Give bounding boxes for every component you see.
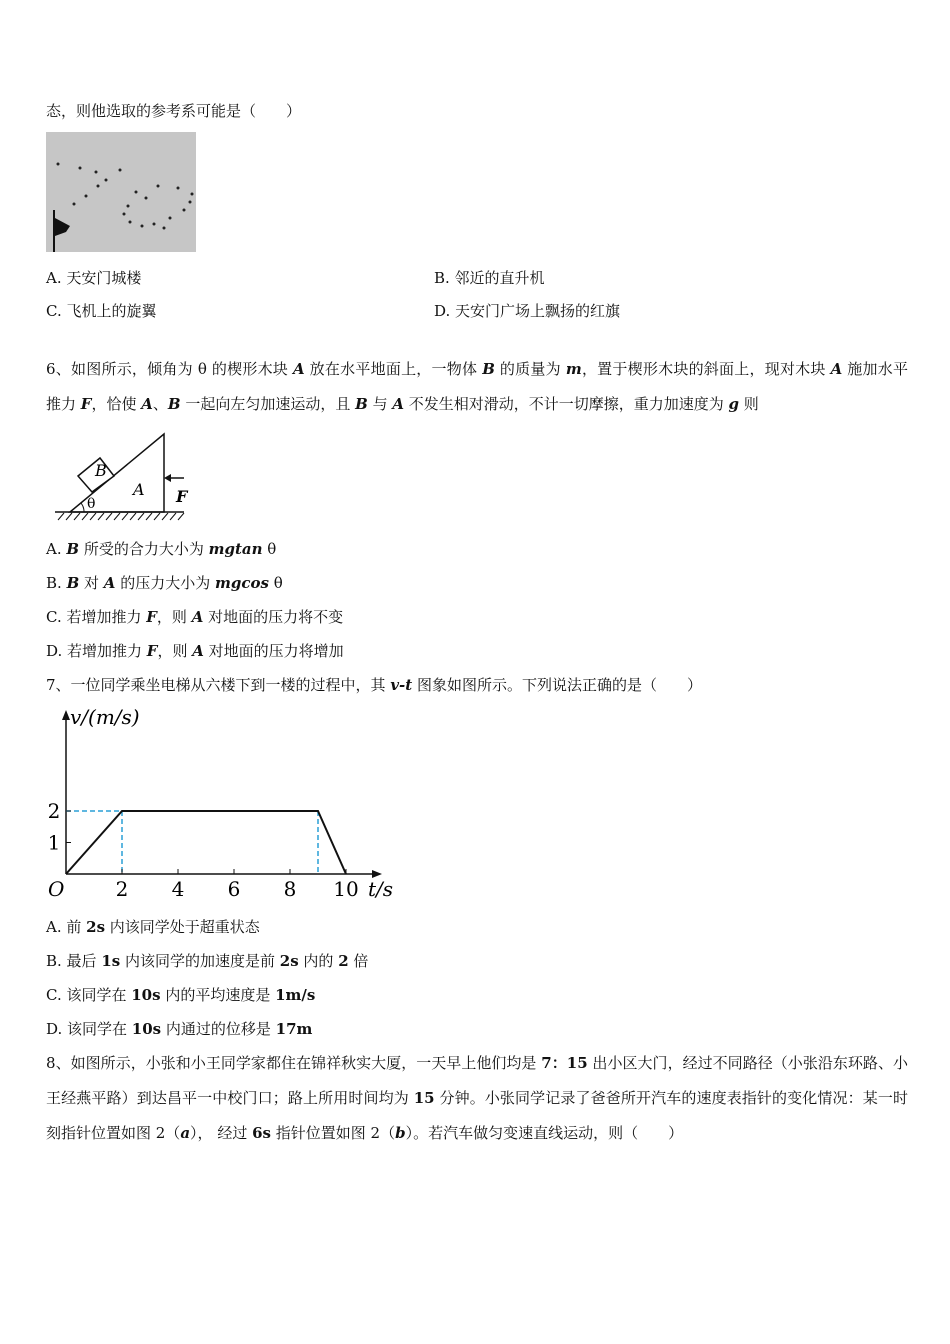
opt-text: 内该同学的加速度是前 — [120, 952, 280, 970]
q8-minutes: 15 — [413, 1089, 435, 1107]
wedge-label-a: A — [133, 480, 145, 499]
opt-bold: 10s — [131, 986, 161, 1004]
y-axis-arrow — [62, 710, 70, 720]
q6-option-a — [46, 539, 276, 559]
q6-text: 的质量为 — [494, 360, 566, 378]
q6-option-b — [46, 573, 283, 593]
q7-text: 7、一位同学乘坐电梯从六楼下到一楼的过程中，其 — [46, 676, 391, 694]
opt-bold: 2s — [86, 918, 106, 936]
expr-mgtan: mgtan — [208, 540, 263, 558]
q6-var-b: B — [482, 360, 495, 378]
q7-option-a — [46, 917, 260, 937]
opt-text: ，则 — [157, 642, 193, 660]
q6-text: 一起向左匀加速运动，且 — [180, 395, 356, 413]
q6-var-m: m — [565, 360, 582, 378]
opt-theta: θ — [262, 540, 277, 558]
q5-option-b: B. 邻近的直升机 — [434, 269, 545, 287]
opt-text: B. 最后 — [46, 952, 102, 970]
q6-var-b: B — [355, 395, 368, 413]
q6-text: ，恰使 — [91, 395, 142, 413]
x-tick-label: O — [48, 877, 65, 901]
q6-text: 6、如图所示，倾角为 θ 的楔形木块 — [46, 360, 294, 378]
opt-text: C. 该同学在 — [46, 986, 132, 1004]
opt-text: 内通过的位移是 — [161, 1020, 276, 1038]
q8-var-a: a — [180, 1124, 191, 1142]
opt-text: B. — [46, 574, 67, 592]
opt-theta: θ — [268, 574, 283, 592]
q7-stem — [46, 675, 702, 695]
q7-text: 图象如图所示。下列说法正确的是（ ） — [412, 676, 702, 694]
var-a: A — [103, 574, 116, 592]
opt-text: ，则 — [156, 608, 192, 626]
q8-seconds: 6s — [252, 1124, 271, 1142]
q6-text: 则 — [739, 395, 759, 413]
opt-bold: 1m/s — [275, 986, 316, 1004]
q6-text: 与 — [367, 395, 393, 413]
wedge-label-b: B — [95, 461, 107, 480]
q8-text: 出小区大门，经过不同路径（小张沿东环路、小王经燕平路）到达昌平一中校门口；路上所用时间均为 — [46, 1054, 908, 1107]
q6-text: 施加水平推力 — [46, 360, 908, 413]
opt-text: D. 若增加推力 — [46, 642, 147, 660]
q8-text: 8、如图所示，小张和小王同学家都住在锦祥秋实大厦，一天早上他们均是 — [46, 1054, 542, 1072]
q6-stem — [46, 352, 908, 422]
var-a: A — [192, 642, 204, 660]
q5-option-a: A. 天安门城楼 — [46, 269, 142, 287]
q6-text: 不发生相对滑动，不计一切摩擦，重力加速度为 — [403, 395, 729, 413]
y-axis-label: v/(m/s) — [70, 705, 140, 729]
opt-text: A. — [46, 540, 67, 558]
q6-var-a: A — [293, 360, 305, 378]
q8-text: ）， 经过 — [190, 1124, 253, 1142]
var-f: F — [146, 608, 157, 626]
x-tick-label: 6 — [227, 877, 241, 901]
opt-bold: 1s — [101, 952, 121, 970]
x-axis-label: t/s — [368, 877, 394, 901]
q6-var-a: A — [141, 395, 153, 413]
opt-text: 所受的合力大小为 — [79, 540, 209, 558]
q5-option-c: C. 飞机上的旋翼 — [46, 302, 157, 320]
x-tick-label: 2 — [115, 877, 129, 901]
q6-text: ，置于楔形木块的斜面上，现对木块 — [581, 360, 831, 378]
q6-option-c — [46, 607, 343, 627]
q6-var-a: A — [830, 360, 843, 378]
q7-option-d — [46, 1019, 312, 1039]
opt-text: 对地面的压力将增加 — [203, 642, 344, 660]
opt-text: D. 该同学在 — [46, 1020, 132, 1038]
q8-var-b: b — [395, 1124, 406, 1142]
opt-bold: 2s — [279, 952, 299, 970]
wedge-label-f: F — [176, 487, 188, 506]
opt-text: 倍 — [348, 952, 369, 970]
q8-time: 7：15 — [541, 1054, 588, 1072]
q8-text: 分钟。小张同学记录了爸爸所开汽车的速度表指针的变化情况：某一时刻指针位置如图 2（ — [46, 1089, 908, 1142]
q6-var-f: F — [80, 395, 92, 413]
var-f: F — [146, 642, 158, 660]
opt-text: 对地面的压力将不变 — [203, 608, 344, 626]
opt-text: 内该同学处于超重状态 — [105, 918, 260, 936]
y-tick-label: 1 — [47, 830, 61, 855]
flying-formation-photo — [46, 132, 196, 252]
vt-chart — [44, 704, 394, 904]
x-tick-label: 8 — [283, 877, 297, 901]
velocity-line — [66, 811, 346, 874]
q5-stem-tail: 态，则他选取的参考系可能是（ ） — [46, 102, 302, 120]
q6-text: 、 — [152, 395, 168, 413]
q6-var-b: B — [167, 395, 181, 413]
q6-var-a: A — [392, 395, 404, 413]
var-b: B — [66, 574, 80, 592]
x-tick-label: 4 — [171, 877, 185, 901]
q7-option-c — [46, 985, 315, 1005]
q8-stem — [46, 1046, 908, 1151]
opt-text: C. 若增加推力 — [46, 608, 147, 626]
q5-option-d: D. 天安门广场上飘扬的红旗 — [434, 302, 621, 320]
q6-text: 放在水平地面上，一物体 — [304, 360, 483, 378]
opt-text: 对 — [79, 574, 104, 592]
x-tick-label: 10 — [333, 877, 359, 901]
q6-var-g: g — [728, 395, 740, 413]
q8-text: ）。若汽车做匀变速直线运动，则（ ） — [405, 1124, 684, 1142]
wedge-diagram — [50, 430, 190, 524]
var-b: B — [66, 540, 80, 558]
expr-mgcos: mgcos — [214, 574, 269, 592]
q7-option-b — [46, 951, 368, 971]
opt-text: A. 前 — [46, 918, 87, 936]
q7-vt: v-t — [390, 676, 413, 694]
q6-option-d — [46, 641, 344, 661]
opt-text: 的压力大小为 — [115, 574, 215, 592]
wedge-label-theta: θ — [87, 496, 96, 512]
opt-text: 内的平均速度是 — [160, 986, 276, 1004]
opt-text: 内的 — [298, 952, 339, 970]
opt-bold: 2 — [338, 952, 349, 970]
y-tick-label: 2 — [47, 799, 61, 823]
opt-bold: 10s — [131, 1020, 162, 1038]
q8-text: 指针位置如图 2（ — [270, 1124, 396, 1142]
var-a: A — [191, 608, 204, 626]
opt-bold: 17m — [275, 1020, 313, 1038]
